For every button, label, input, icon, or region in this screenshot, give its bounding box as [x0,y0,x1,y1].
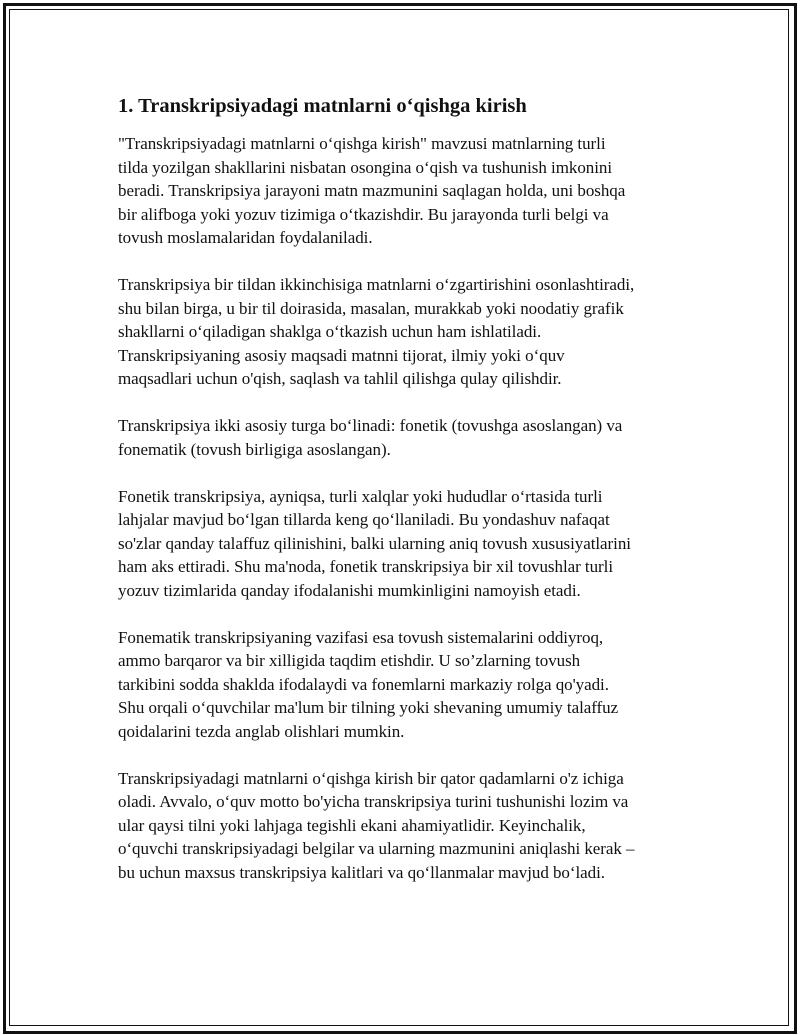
text-line: "Transkripsiyadagi matnlarni o‘qishga kirish" mavzusi matnlarning turli [118,134,606,153]
paragraph-types [118,414,693,461]
text-line: Transkripsiya ikki asosiy turga bo‘linadi: fonetik (tovushga asoslangan) va [118,416,623,435]
text-line: bir alifboga yoki yozuv tizimiga o‘tkazishdir. Bu jarayonda turli belgi va [118,204,609,224]
text-line: yozuv tizimlarida qanday ifodalanishi mumkinligini namoyish etadi. [118,580,581,600]
text-line: o‘quvchi transkripsiyadagi belgilar va ularning mazmunini aniqlashi kerak – [118,839,635,858]
text-line: Fonetik transkripsiya, ayniqsa, turli xalqlar yoki hududlar o‘rtasida turli [118,486,603,506]
text-line: tilda yozilgan shakllarini nisbatan osongina o‘qish va tushunish imkonini [118,157,613,177]
text-line: oladi. Avvalo, o‘quv motto bo'yicha transkripsiya turini tushunishi lozim va [118,792,629,811]
text-line: Transkripsiya bir tildan ikkinchisiga matnlarni o‘zgartirishini osonlashtiradi, [118,275,635,294]
text-line: ammo barqaror va bir xilligida taqdim etishdir. U so’zlarning tovush [118,651,581,670]
text-line: beradi. Transkripsiya jarayoni matn mazmunini saqlagan holda, uni boshqa [118,181,626,200]
paragraph-purpose [118,273,693,391]
paragraph-steps [118,767,693,885]
text-line: Shu orqali o‘quvchilar ma'lum bir tilning yoki shevaning umumiy talaffuz [118,698,619,717]
text-line: qoidalarini tezda anglab olishlari mumkin. [118,721,405,741]
text-line: so'zlar qanday talaffuz qilinishini, balki ularning aniq tovush xususiyatlarini [118,533,631,553]
paragraph-phonemic [118,626,693,744]
text-line: Transkripsiyadagi matnlarni o‘qishga kirish bir qator qadamlarni o'z ichiga [118,768,624,788]
text-line: Fonematik transkripsiyaning vazifasi esa tovush sistemalarini oddiyroq, [118,627,604,647]
paragraph-phonetic [118,485,693,603]
text-line: tovush moslamalaridan foydalaniladi. [118,228,373,247]
text-line: ham aks ettiradi. Shu ma'noda, fonetik transkripsiya bir xil tovushlar turli [118,557,614,576]
text-line: bu uchun maxsus transkripsiya kalitlari va qo‘llanmalar mavjud bo‘ladi. [118,862,605,882]
text-line: maqsadlari uchun o'qish, saqlash va tahlil qilishga qulay qilishdir. [118,369,562,388]
text-line: shakllarni o‘qiladigan shaklga o‘tkazish uchun ham ishlatiladi. [118,322,542,341]
document-body [118,92,693,908]
paragraph-intro [118,132,693,250]
text-line: tarkibini sodda shaklda ifodalaydi va fonemlarni markaziy rolga qo'yadi. [118,674,609,694]
section-heading: 1. Transkripsiyadagi matnlarni o‘qishga kirish [118,95,527,117]
text-line: fonematik (tovush birligiga asoslangan). [118,439,391,459]
text-line: shu bilan birga, u bir til doirasida, masalan, murakkab yoki noodatiy grafik [118,298,624,318]
text-line: lahjalar mavjud bo‘lgan tillarda keng qo‘llaniladi. Bu yondashuv nafaqat [118,510,610,529]
text-line: ular qaysi tilni yoki lahjaga tegishli ekani ahamiyatlidir. Keyinchalik, [118,815,586,835]
text-line: Transkripsiyaning asosiy maqsadi matnni tijorat, ilmiy yoki o‘quv [118,345,565,365]
